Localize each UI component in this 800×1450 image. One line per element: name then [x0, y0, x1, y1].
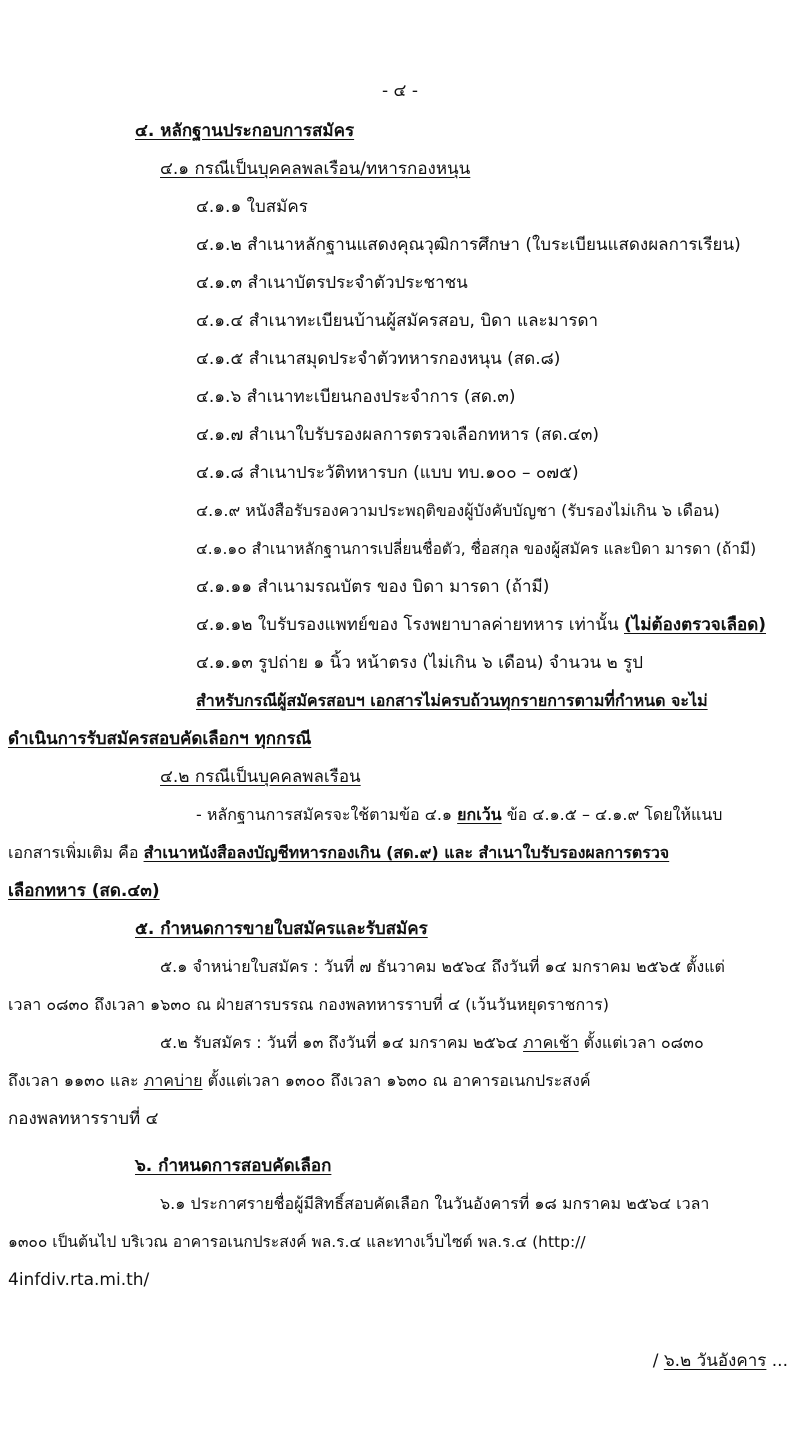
list-item: ๔.๑.๙ หนังสือรับรองความประพฤติของผู้บังคับบัญชา (รับรองไม่เกิน ๖ เดือน) — [196, 501, 720, 520]
afternoon-emphasis: ภาคบ่าย — [143, 1071, 203, 1090]
section-5-2-line-3: กองพลทหารราบที่ ๔ — [8, 1109, 159, 1129]
section-4-2-line-3: เลือกทหาร (สด.๔๓) — [8, 881, 160, 901]
list-item: ๔.๑.๑๑ สำเนามรณบัตร ของ บิดา มารดา (ถ้ามี) — [196, 577, 550, 597]
list-item: ๔.๑.๑ ใบสมัคร — [196, 197, 308, 217]
text: เอกสารเพิ่มเติม คือ — [8, 843, 144, 862]
text: ... — [766, 1351, 788, 1371]
section-6-1-line-2: ๑๓๐๐ เป็นต้นไป บริเวณ อาคารอเนกประสงค์ พล.ร.๔ และทางเว็บไซต์ พล.ร.๔ (http:// — [8, 1233, 586, 1251]
text: ถึงเวลา ๑๑๓๐ และ — [8, 1071, 144, 1090]
item-12-emphasis: (ไม่ต้องตรวจเลือด) — [624, 615, 767, 635]
section-6-heading: ๖. กำหนดการสอบคัดเลือก — [135, 1156, 332, 1176]
text: ข้อ ๔.๑.๕ – ๔.๑.๙ โดยให้แนบ — [501, 805, 723, 824]
continuation-label: ๖.๒ วันอังคาร — [663, 1351, 767, 1371]
requirement-note-line-1: สำหรับกรณีผู้สมัครสอบฯ เอกสารไม่ครบถ้วนทุกรายการตามที่กำหนด จะไม่ — [196, 691, 708, 710]
section-4-2-line-2 — [8, 842, 669, 864]
additional-docs-emphasis: สำเนาหนังสือลงบัญชีทหารกองเกิน (สด.๙) และ สำเนาใบรับรองผลการตรวจ — [143, 843, 670, 862]
section-5-1-line-1: ๕.๑ จำหน่ายใบสมัคร : วันที่ ๗ ธันวาคม ๒๕๖๔ ถึงวันที่ ๑๔ มกราคม ๒๕๖๕ ตั้งแต่ — [160, 957, 725, 976]
except-emphasis: ยกเว้น — [457, 805, 502, 824]
text: ตั้งแต่เวลา ๑๓๐๐ ถึงเวลา ๑๖๓๐ ณ อาคารอเนกประสงค์ — [202, 1071, 591, 1090]
text: / — [652, 1351, 664, 1371]
list-item: ๔.๑.๔ สำเนาทะเบียนบ้านผู้สมัครสอบ, บิดา และมารดา — [196, 311, 599, 331]
section-6-1-line-1: ๖.๑ ประกาศรายชื่อผู้มีสิทธิ์สอบคัดเลือก ในวันอังคารที่ ๑๘ มกราคม ๒๕๖๔ เวลา — [160, 1194, 710, 1213]
page-number: - ๔ - — [382, 81, 418, 101]
section-4-1-heading: ๔.๑ กรณีเป็นบุคคลพลเรือน/ทหารกองหนุน — [160, 159, 471, 179]
section-5-heading: ๕. กำหนดการขายใบสมัครและรับสมัคร — [135, 919, 428, 939]
section-6-1-line-3: 4infdiv.rta.mi.th/ — [8, 1270, 150, 1290]
list-item: ๔.๑.๖ สำเนาทะเบียนกองประจำการ (สด.๓) — [196, 387, 516, 407]
list-item: ๔.๑.๗ สำเนาใบรับรองผลการตรวจเลือกทหาร (สด.๔๓) — [196, 425, 600, 445]
text: ตั้งแต่เวลา ๐๘๓๐ — [578, 1033, 704, 1052]
item-12-text: ๔.๑.๑๒ ใบรับรองแพทย์ของ โรงพยาบาลค่ายทหาร เท่านั้น — [196, 615, 624, 635]
section-5-1-line-2: เวลา ๐๘๓๐ ถึงเวลา ๑๖๓๐ ณ ฝ่ายสารบรรณ กองพลทหารราบที่ ๔ (เว้นวันหยุดราชการ) — [8, 995, 609, 1014]
section-4-heading: ๔. หลักฐานประกอบการสมัคร — [135, 121, 355, 141]
list-item: ๔.๑.๕ สำเนาสมุดประจำตัวทหารกองหนุน (สด.๘) — [196, 349, 561, 369]
text: ๕.๒ รับสมัคร : วันที่ ๑๓ ถึงวันที่ ๑๔ มกราคม ๒๕๖๔ — [160, 1033, 524, 1052]
list-item: ๔.๑.๘ สำเนาประวัติทหารบก (แบบ ทบ.๑๐๐ – ๐๗๕) — [196, 463, 579, 483]
list-item: ๔.๑.๓ สำเนาบัตรประจำตัวประชาชน — [196, 273, 468, 293]
section-5-2-line-2 — [8, 1070, 591, 1092]
text: - หลักฐานการสมัครจะใช้ตามข้อ ๔.๑ — [196, 805, 458, 824]
section-4-2-heading: ๔.๒ กรณีเป็นบุคคลพลเรือน — [160, 767, 361, 787]
section-5-2-line-1 — [160, 1032, 704, 1054]
list-item: ๔.๑.๑๓ รูปถ่าย ๑ นิ้ว หน้าตรง (ไม่เกิน ๖ เดือน) จำนวน ๒ รูป — [196, 653, 644, 673]
section-4-2-line-1 — [196, 804, 722, 826]
morning-emphasis: ภาคเช้า — [523, 1033, 579, 1052]
list-item: ๔.๑.๒ สำเนาหลักฐานแสดงคุณวุฒิการศึกษา (ใบระเบียนแสดงผลการเรียน) — [196, 235, 741, 255]
continuation-footer — [653, 1350, 788, 1372]
list-item-12 — [196, 614, 766, 636]
list-item: ๔.๑.๑๐ สำเนาหลักฐานการเปลี่ยนชื่อตัว, ชื่อสกุล ของผู้สมัคร และบิดา มารดา (ถ้ามี) — [196, 540, 757, 558]
requirement-note-line-2: ดำเนินการรับสมัครสอบคัดเลือกฯ ทุกกรณี — [8, 729, 312, 749]
